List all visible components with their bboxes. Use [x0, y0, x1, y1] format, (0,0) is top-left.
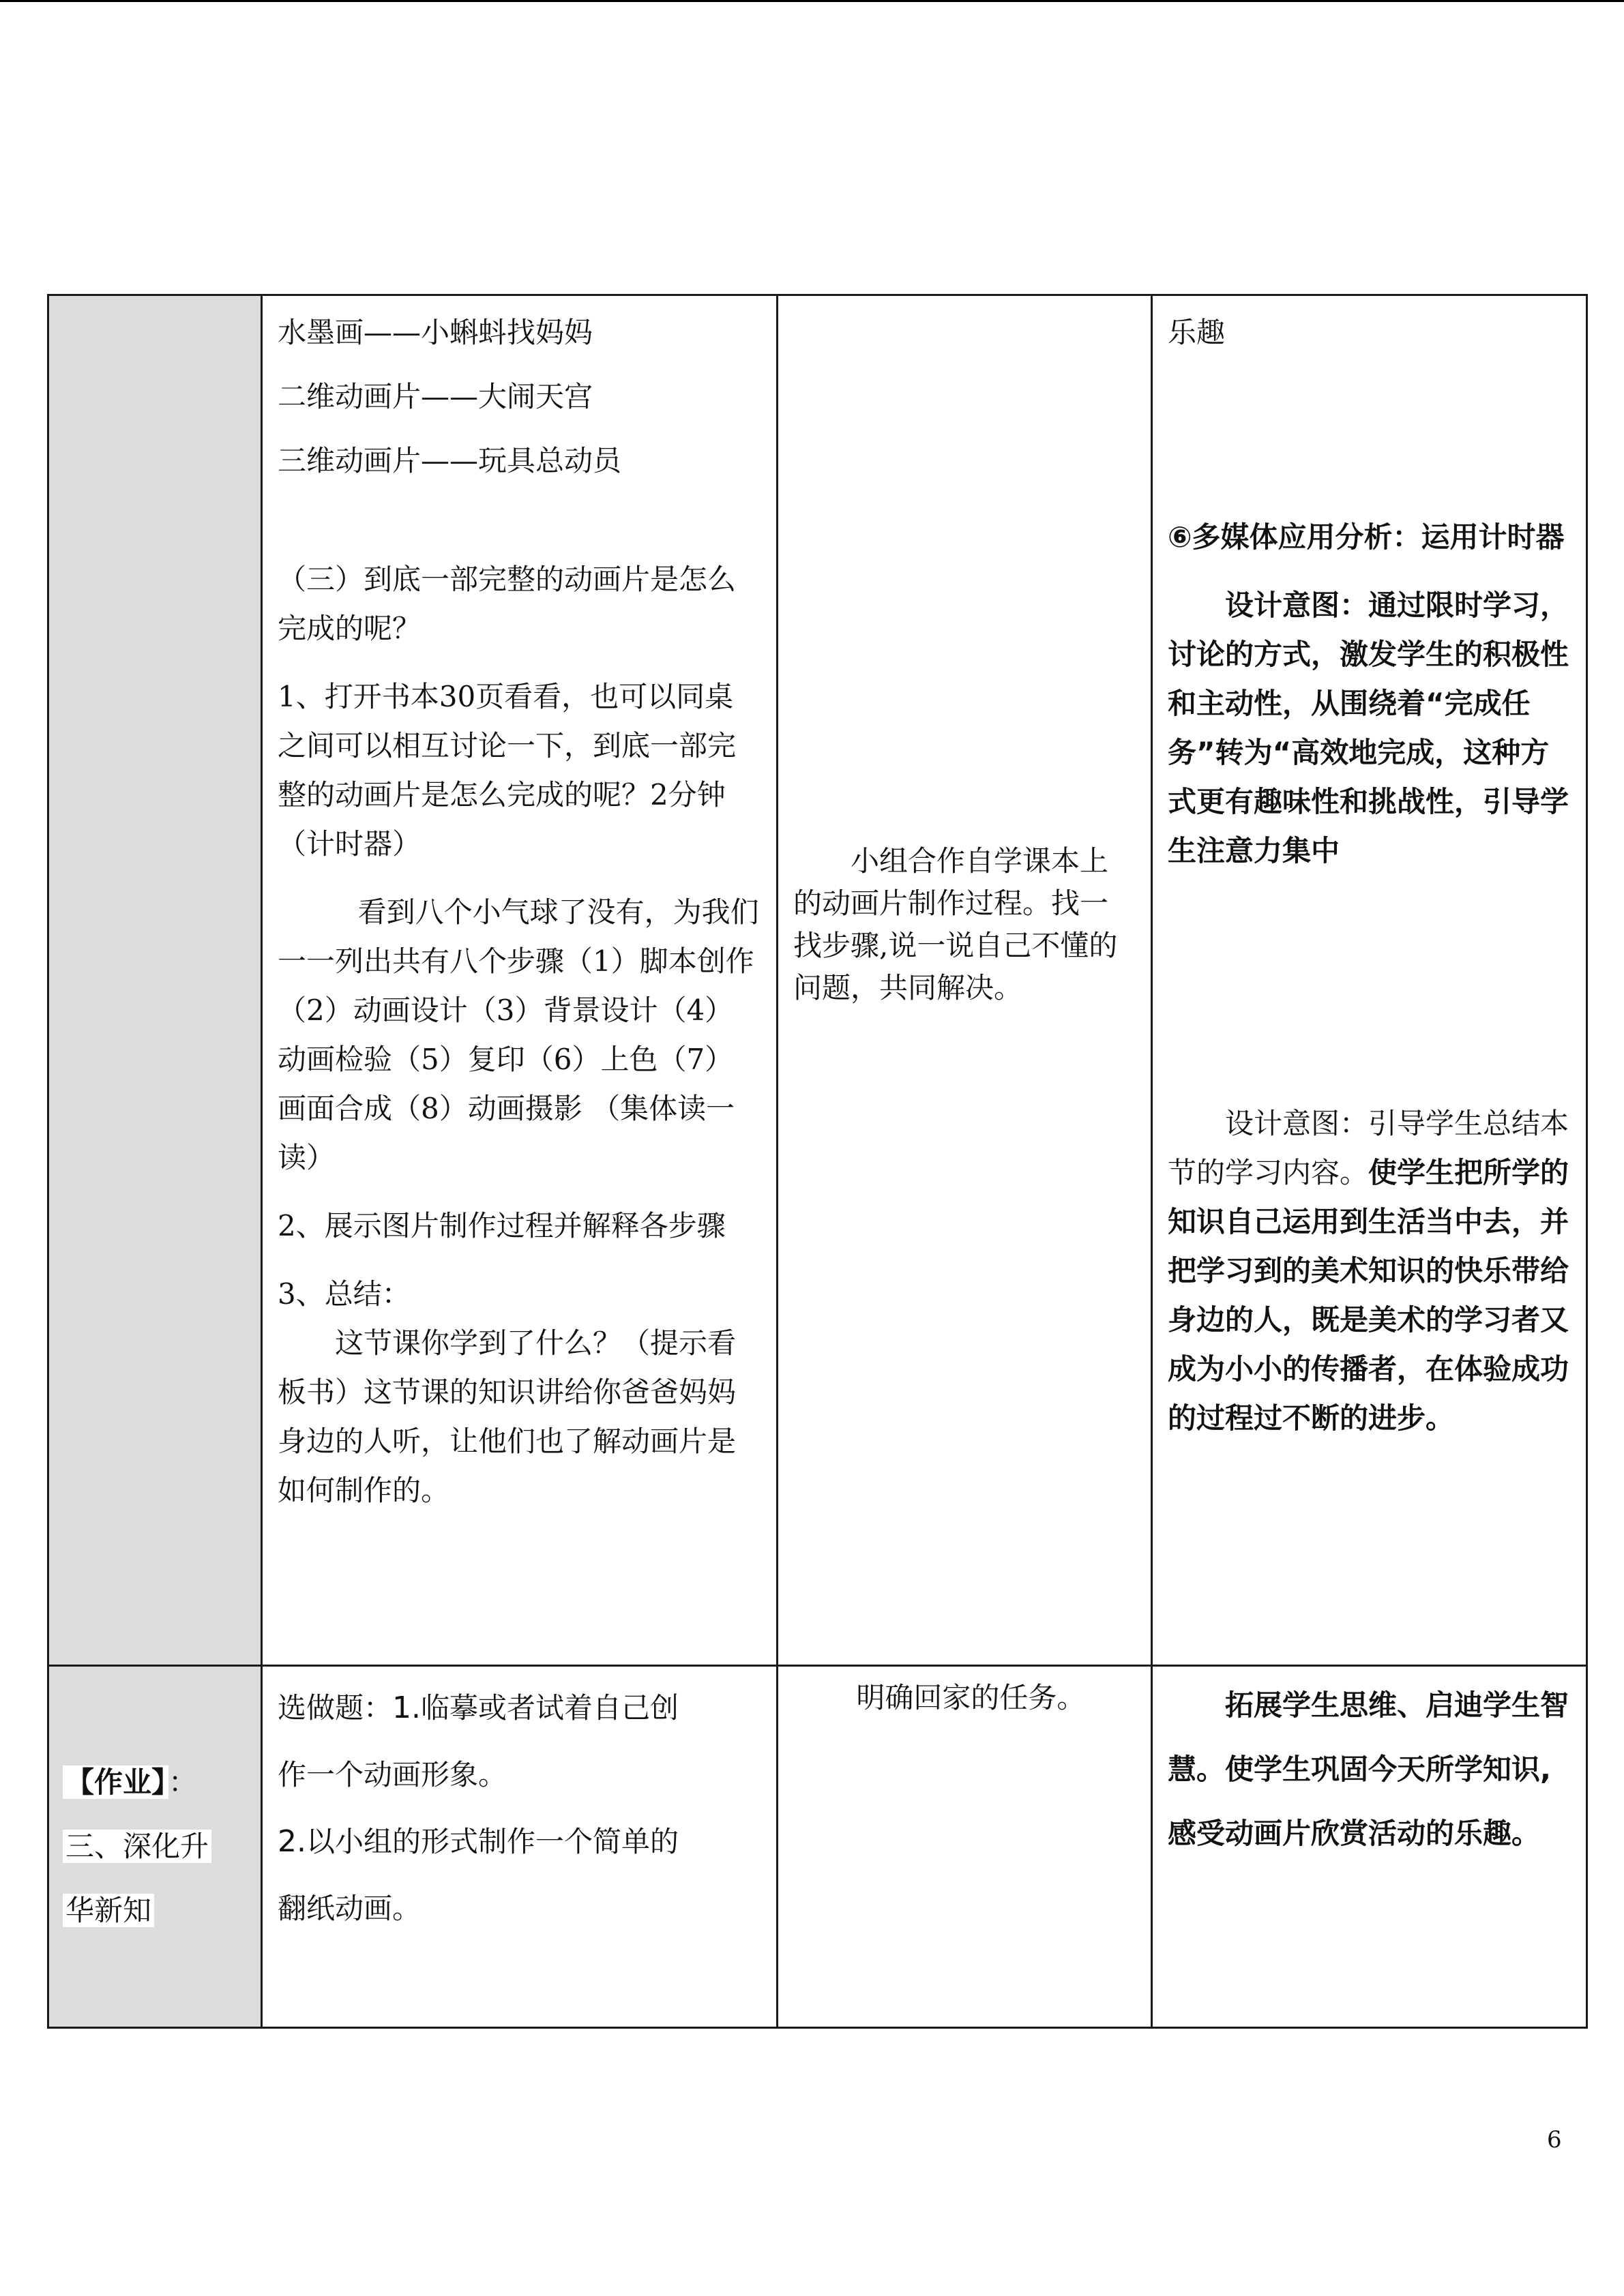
step-1-text: 1、打开书本30页看看，也可以同桌之间可以相互讨论一下，到底一部完整的动画片是怎么完成的呢？2分钟（计时器） — [278, 680, 737, 861]
step-3-body: 这节课你学到了什么？（提示看板书）这节课的知识讲给你爸爸妈妈身边的人听，让他们也了解动画片是如何制作的。 — [278, 1326, 737, 1507]
media-analysis-text: ⑥多媒体应用分析：运用计时器 — [1168, 520, 1565, 554]
teaching-content-cell — [262, 295, 778, 1666]
homework-activity-text: 明确回家的任务。 — [856, 1681, 1086, 1714]
homework-intent-cell — [1152, 1666, 1587, 2028]
design-intent-2-rest: 使学生把所学的知识自己运用到生活当中去，并把学习到的美术知识的快乐带给身边的人，既是美术的学习者又成为小小的传播者，在体验成功的过程过不断的进步。 — [1168, 1156, 1569, 1435]
activity-text: 小组合作自学课本上的动画片制作过程。找一找步骤,说一说自己不懂的问题，共同解决。 — [793, 844, 1118, 1004]
content-line: 水墨画——小蝌蚪找妈妈 — [278, 316, 593, 349]
design-intent-1: 设计意图：通过限时学习，讨论的方式，激发学生的积极性和主动性，从围绕着“完成任务”转为“高效地完成，这种方式更有趣味性和挑战性，引导学生注意力集中 — [1168, 588, 1569, 867]
page-number: 6 — [1547, 2126, 1562, 2153]
homework-intent-text: 拓展学生思维、启迪学生智慧。使学生巩固今天所学知识,感受动画片欣赏活动的乐趣。 — [1168, 1688, 1569, 1850]
homework-title: 【作业】 — [63, 1765, 168, 1799]
homework-line-1 — [278, 1675, 761, 1742]
step-2-text: 2、展示图片制作过程并解释各步骤 — [278, 1209, 726, 1242]
homework-text-1: 临摹或者试着自己创 — [421, 1691, 679, 1725]
homework-activity-cell — [778, 1666, 1152, 2028]
section-title: （三）到底一部完整的动画片是怎么完成的呢？ — [278, 563, 737, 645]
homework-content-cell — [262, 1666, 778, 2028]
lesson-plan-table — [47, 294, 1588, 2029]
homework-label — [63, 1755, 261, 1810]
homework-line-2: 作一个动画形象。 — [278, 1758, 507, 1791]
step-3-title: 3、总结： — [278, 1277, 411, 1311]
table-row — [48, 295, 1587, 1666]
spacer — [278, 501, 761, 555]
content-line: 二维动画片——大闹天宫 — [278, 380, 593, 413]
stage-name-2: 华新知 — [63, 1894, 154, 1927]
stage-label-cell — [48, 295, 262, 1666]
homework-colon: ： — [168, 1765, 198, 1799]
content-line: 三维动画片——玩具总动员 — [278, 444, 622, 477]
page-top-border — [0, 0, 1624, 2]
intent-top-text: 乐趣 — [1168, 316, 1226, 349]
stage-label-cell — [48, 1666, 262, 2028]
table-row — [48, 1666, 1587, 2028]
design-intent-2 — [1168, 1099, 1571, 1443]
spacer — [793, 308, 1136, 840]
homework-num-1: 1. — [392, 1690, 421, 1725]
homework-text-3: 以小组的形式制作一个简单的 — [306, 1825, 679, 1858]
homework-line-4: 翻纸动画。 — [278, 1892, 422, 1925]
stage-name-1: 三、深化升 — [63, 1830, 211, 1863]
homework-prefix: 选做题： — [278, 1691, 393, 1725]
homework-line-3 — [278, 1808, 761, 1875]
homework-num-2: 2. — [278, 1824, 306, 1859]
design-intent-2-lead: 设计意图：引导学生总结本节的学习内容。 — [1168, 1107, 1569, 1189]
student-activity-cell — [778, 295, 1152, 1666]
spacer — [1168, 376, 1571, 513]
stage-name-line — [63, 1883, 261, 1938]
steps-list-text: 看到八个小气球了没有，为我们一一列出共有八个步骤（1）脚本创作（2）动画设计（3）背景设计（4）动画检验（5）复印（6）上色（7）画面合成（8）动画摄影 （集体读一读） — [278, 895, 759, 1174]
stage-name-line — [63, 1819, 261, 1874]
spacer — [1168, 895, 1571, 1099]
design-intent-cell — [1152, 295, 1587, 1666]
